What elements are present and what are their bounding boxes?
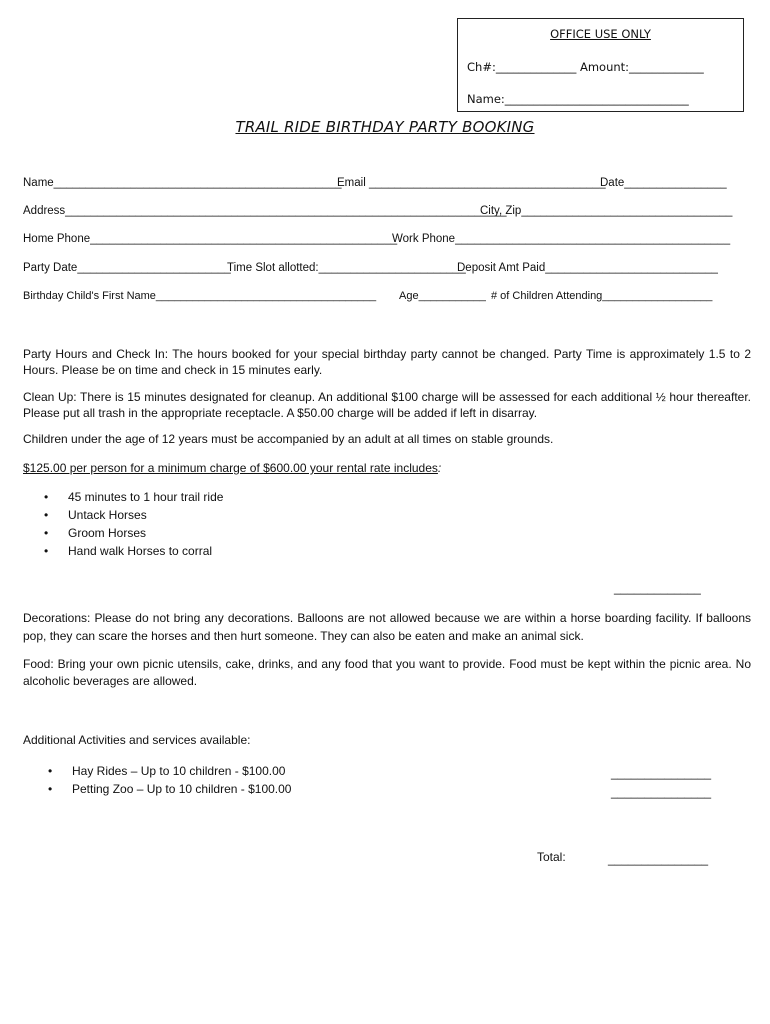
office-use-title: OFFICE USE ONLY — [550, 27, 651, 41]
decorations-paragraph: Decorations: Please do not bring any decorations. Balloons are not allowed because we are within a horse boarding facility. If balloons pop, they can scare the horses and then hurt someone. They can also be eaten and make an animal sick. — [23, 611, 751, 643]
hay-rides-blank[interactable]: _______________ — [611, 766, 712, 780]
field-name[interactable]: Name_____________________________________________ — [23, 177, 342, 189]
field-address[interactable]: Address_____________________________________________________________________ — [23, 205, 507, 217]
party-hours-paragraph: Party Hours and Check In: The hours booked for your special birthday party cannot be changed. Party Time is approximately 1.5 to 2 Hours. Please be on time and check in 15 minutes early. — [23, 347, 751, 377]
field-age[interactable]: Age___________ — [399, 290, 486, 302]
list-item: • Hay Rides – Up to 10 children - $100.00 — [48, 762, 291, 780]
field-work-phone[interactable]: Work Phone___________________________________________ — [392, 233, 731, 245]
field-children-attending[interactable]: # of Children Attending__________________ — [491, 290, 713, 302]
field-home-phone[interactable]: Home Phone________________________________________________ — [23, 233, 398, 245]
office-ch-amount-line[interactable]: Ch#:______________ Amount:_____________ — [467, 60, 704, 74]
activities-list — [48, 762, 291, 798]
clean-up-paragraph: Clean Up: There is 15 minutes designated for cleanup. An additional $100 charge will be assessed for each additional ½ hour thereafter. Please put all trash in the appropriate receptacle. A $50.00 charge will be added if left in disarray. — [23, 390, 751, 420]
list-item: • 45 minutes to 1 hour trail ride — [44, 488, 223, 506]
page-title: TRAIL RIDE BIRTHDAY PARTY BOOKING — [235, 118, 535, 136]
field-date[interactable]: Date________________ — [600, 177, 727, 189]
children-rule-paragraph: Children under the age of 12 years must be accompanied by an adult at all times on stable grounds. — [23, 432, 554, 446]
list-item: • Untack Horses — [44, 506, 223, 524]
office-use-box — [457, 18, 744, 112]
rate-text: $125.00 per person for a minimum charge of $600.00 your rental rate includes — [23, 461, 438, 475]
list-item: • Petting Zoo – Up to 10 children - $100.00 — [48, 780, 291, 798]
includes-blank[interactable]: _____________ — [614, 581, 701, 595]
petting-zoo-blank[interactable]: _______________ — [611, 785, 712, 799]
total-blank[interactable]: _______________ — [608, 852, 709, 866]
field-time-slot[interactable]: Time Slot allotted:_______________________ — [227, 262, 466, 274]
rate-colon: : — [437, 461, 442, 475]
list-item: • Groom Horses — [44, 524, 223, 542]
office-name-line[interactable]: Name:________________________________ — [467, 92, 689, 106]
total-label: Total: — [537, 850, 566, 864]
field-email[interactable]: Email _____________________________________ — [337, 177, 606, 189]
field-deposit[interactable]: Deposit Amt Paid___________________________ — [457, 262, 718, 274]
field-city-zip[interactable]: City, Zip_________________________________ — [480, 205, 733, 217]
list-item: • Hand walk Horses to corral — [44, 542, 223, 560]
additional-heading: Additional Activities and services available: — [23, 733, 251, 747]
rate-paragraph — [23, 461, 751, 477]
field-child-name[interactable]: Birthday Child's First Name____________________________________ — [23, 290, 377, 302]
includes-list — [44, 488, 223, 560]
food-paragraph: Food: Bring your own picnic utensils, cake, drinks, and any food that you want to provide. Food must be kept within the picnic area. No alcoholic beverages are allowed. — [23, 657, 751, 688]
field-party-date[interactable]: Party Date________________________ — [23, 262, 231, 274]
